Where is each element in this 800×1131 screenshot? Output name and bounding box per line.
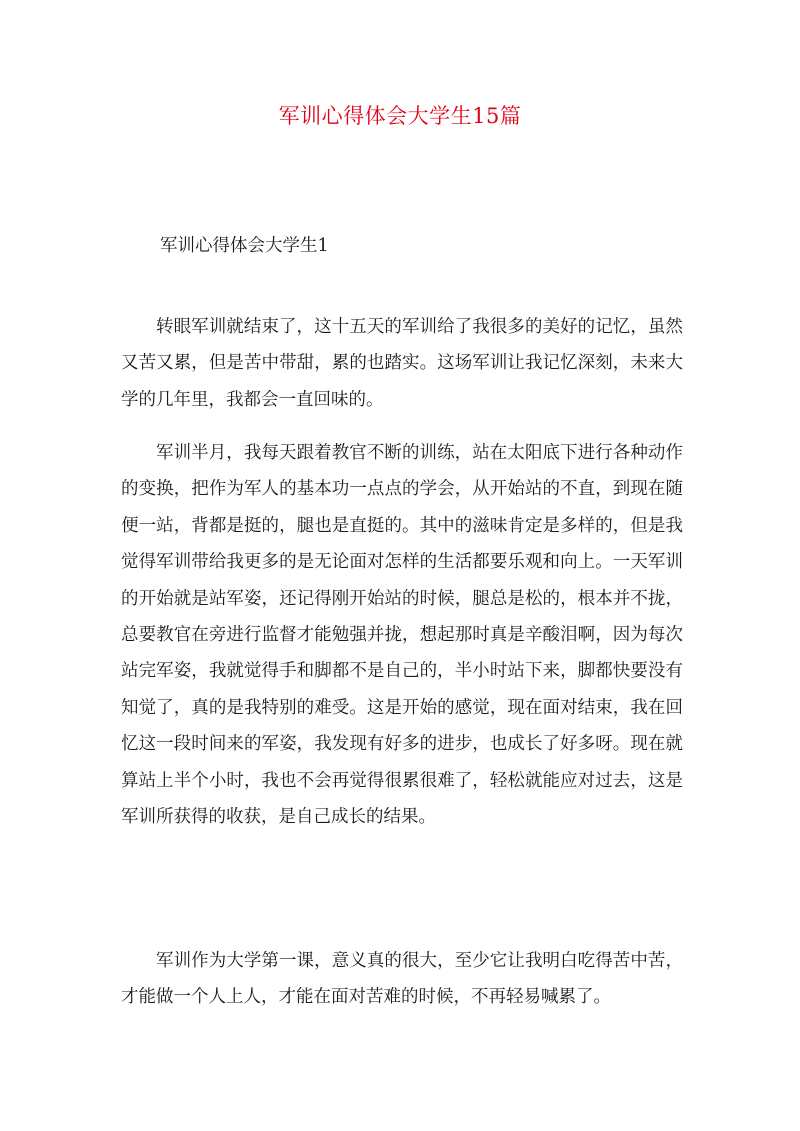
paragraph-3: 军训作为大学第一课，意义真的很大，至少它让我明白吃得苦中苦，才能做一个人上人，才能在面对苦难的时候，不再轻易喊累了。: [121, 951, 683, 1008]
paragraph-1: 转眼军训就结束了，这十五天的军训给了我很多的美好的记忆，虽然又苦又累，但是苦中带甜，累的也踏实。这场军训让我记忆深刻，未来大学的几年里，我都会一直回味的。: [121, 317, 683, 410]
paragraph-2: 军训半月，我每天跟着教官不断的训练，站在太阳底下进行各种动作的变换，把作为军人的基本功一点点的学会，从开始站的不直，到现在随便一站，背都是挺的，腿也是直挺的。其中的滋味肯定是多样的，但是我觉得军训带给我更多的是无论面对怎样的生活都要乐观和向上。一天军训的开始就是站军姿，还记得刚开始站的时候，腿总是松的，根本并不拢，总要教官在旁进行监督才能勉强并拢，想起那时真是辛酸泪啊，因为每次站完军姿，我就觉得手和脚都不是自己的，半小时站下来，脚都快要没有知觉了，真的是我特别的难受。这是开始的感觉，现在面对结束，我在回忆这一段时间来的军姿，我发现有好多的进步，也成长了好多呀。现在就算站上半个小时，我也不会再觉得很累很难了，轻松就能应对过去，这是军训所获得的收获，是自己成长的结果。: [121, 443, 683, 828]
section-heading: 军训心得体会大学生1: [160, 236, 329, 256]
document-title: 军训心得体会大学生15篇: [278, 104, 522, 128]
